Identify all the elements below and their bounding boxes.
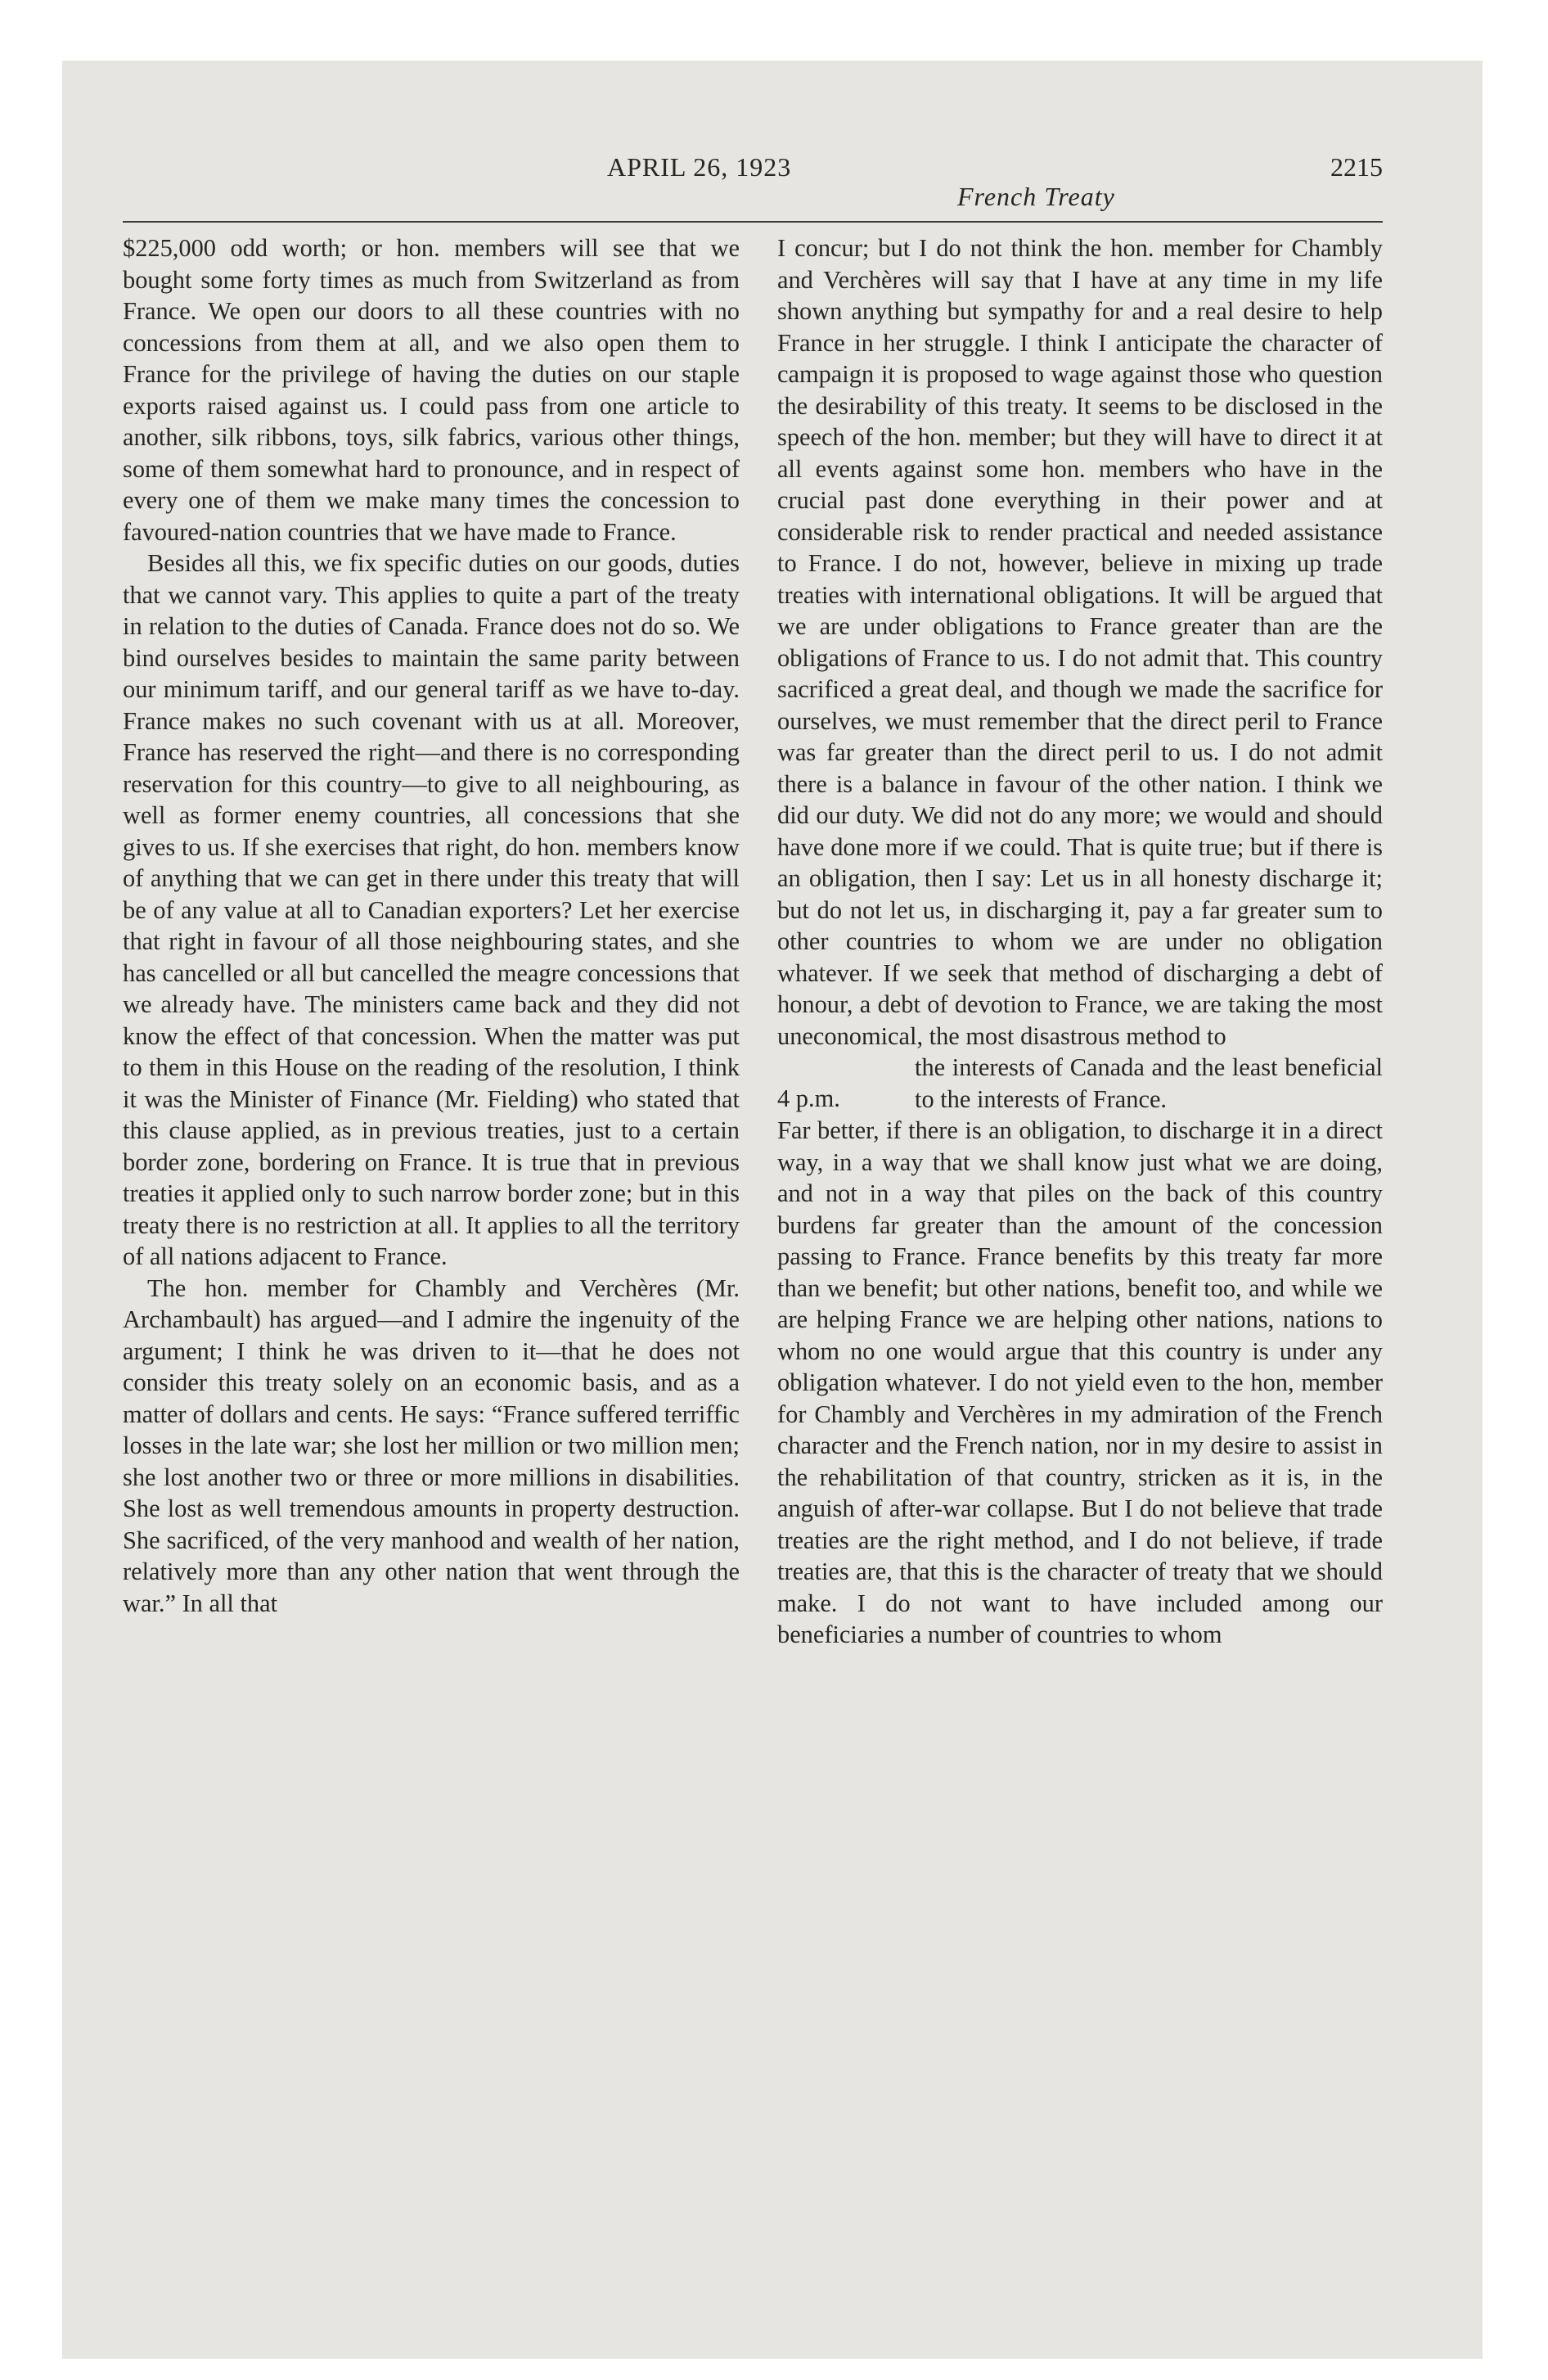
hansard-page (123, 147, 1383, 1648)
left-paragraph-3: The hon. member for Chambly and Verchères (Mr. Archambault) has argued—and I admire the ingenuity of the argument; I think he was driven to it—that he does not consider this treaty solely on an economic basis, and as a matter of dollars and cents. He says: “France suffered terriffic losses in the late war; she lost her million or two million men; she lost another two or three or more millions in disabilities. She lost as well tremendous amounts in property destruction. She sacrificed, of the very manhood and wealth of her nation, relatively more than any other nation that went through the war.” In all that (123, 1273, 740, 1617)
right-paragraph-3: Far better, if there is an obligation, to discharge it in a direct way, in a way that we shall know just what we are doing, and not in a way that piles on the back of this country burdens far greater than the amount of the concession passing to France. France benefits by this treaty far more than we benefit; but other nations, benefit too, and while we are helping France we are helping other nations, nations to whom no one would argue that this country is under any obligation whatever. I do not yield even to the hon, member for Chambly and Verchères in my admiration of the French character and the French nation, nor in my desire to assist in the rehabilitation of that country, stricken as it is, in the anguish of after-war collapse. But I do not believe that trade treaties are the right method, and I do not believe, if trade treaties are, that this is the character of treaty that we should make. I do not want to have included among our beneficiaries a number of countries to whom (777, 1116, 1383, 1648)
running-head (123, 147, 1383, 221)
time-note: 4 p.m. (777, 1084, 840, 1112)
time-note-block (777, 1052, 1383, 1115)
right-paragraph-2: the interests of Canada and the least beneficial to the interests of France. (915, 1053, 1383, 1113)
right-paragraph-1: I concur; but I do not think the hon. member for Chambly and Verchères will say that I have at any time in my life shown anything but sympathy for and a real desire to help France in her struggle. I think I anticipate the character of campaign it is proposed to wage against those who question the desirability of this treaty. It seems to be disclosed in the speech of the hon. member; but they will have to direct it at all events against some hon. members who have in the crucial past done everything in their power and at considerable risk to render practical and needed assistance to France. I do not, however, believe in mixing up trade treaties with international obligations. It will be argued that we are under obligations to France greater than are the obligations of France to us. I do not admit that. This country sacrificed a great deal, and though we made the sacrifice for ourselves, we must remember that the direct peril to France was far greater than the direct peril to us. I do not admit there is a balance in favour of the other nation. I think we did our duty. We did not do any more; we would and should have done more if we could. That is quite true; but if there is an obligation, then I say: Let us in all honesty discharge it; but do not let us, in discharging it, pay a far greater sum to other countries to whom we are under no obligation whatever. If we seek that method of discharging a debt of honour, a debt of devotion to France, we are taking the most uneconomical, the most disastrous method to (777, 234, 1383, 1050)
left-paragraph-1: $225,000 odd worth; or hon. members will see that we bought some forty times as much from Switzerland as from France. We open our doors to all these countries with no concessions from them at all, and we also open them to France for the privilege of having the duties on our staple exports raised against us. I could pass from one article to another, silk ribbons, toys, silk fabrics, various other things, some of them somewhat hard to pronounce, and in respect of every one of them we make many times the concession to favoured-nation countries that we have made to France. (123, 234, 740, 546)
header-page-number: 2215 (1330, 152, 1383, 182)
right-column (777, 232, 1383, 1651)
header-section-title: French Treaty (957, 182, 1115, 211)
header-date: APRIL 26, 1923 (607, 152, 792, 182)
header-rule (123, 221, 1383, 223)
left-paragraph-2: Besides all this, we fix specific duties on our goods, duties that we cannot vary. This applies to quite a part of the treaty in relation to the duties of Canada. France does not do so. We bind ourselves besides to maintain the same parity between our minimum tariff, and our general tariff as we have to-day. France makes no such covenant with us at all. Moreover, France has reserved the right—and there is no corresponding reservation for this country—to give to all neighbouring, as well as former enemy countries, all concessions that she gives to us. If she exercises that right, do hon. members know of anything that we can get in there under this treaty that will be of any value at all to Canadian exporters? Let her exercise that right in favour of all those neighbouring states, and she has cancelled or all but cancelled the meagre concessions that we already have. The ministers came back and they did not know the effect of that concession. When the matter was put to them in this House on the reading of the resolution, I think it was the Minister of Finance (Mr. Fielding) who stated that this clause applied, as in previous treaties, just to a certain border zone, bordering on France. It is true that in previous treaties it applied only to such narrow border zone; but in this treaty there is no restriction at all. It applies to all the territory of all nations adjacent to France. (123, 549, 740, 1270)
left-column (123, 232, 740, 1619)
